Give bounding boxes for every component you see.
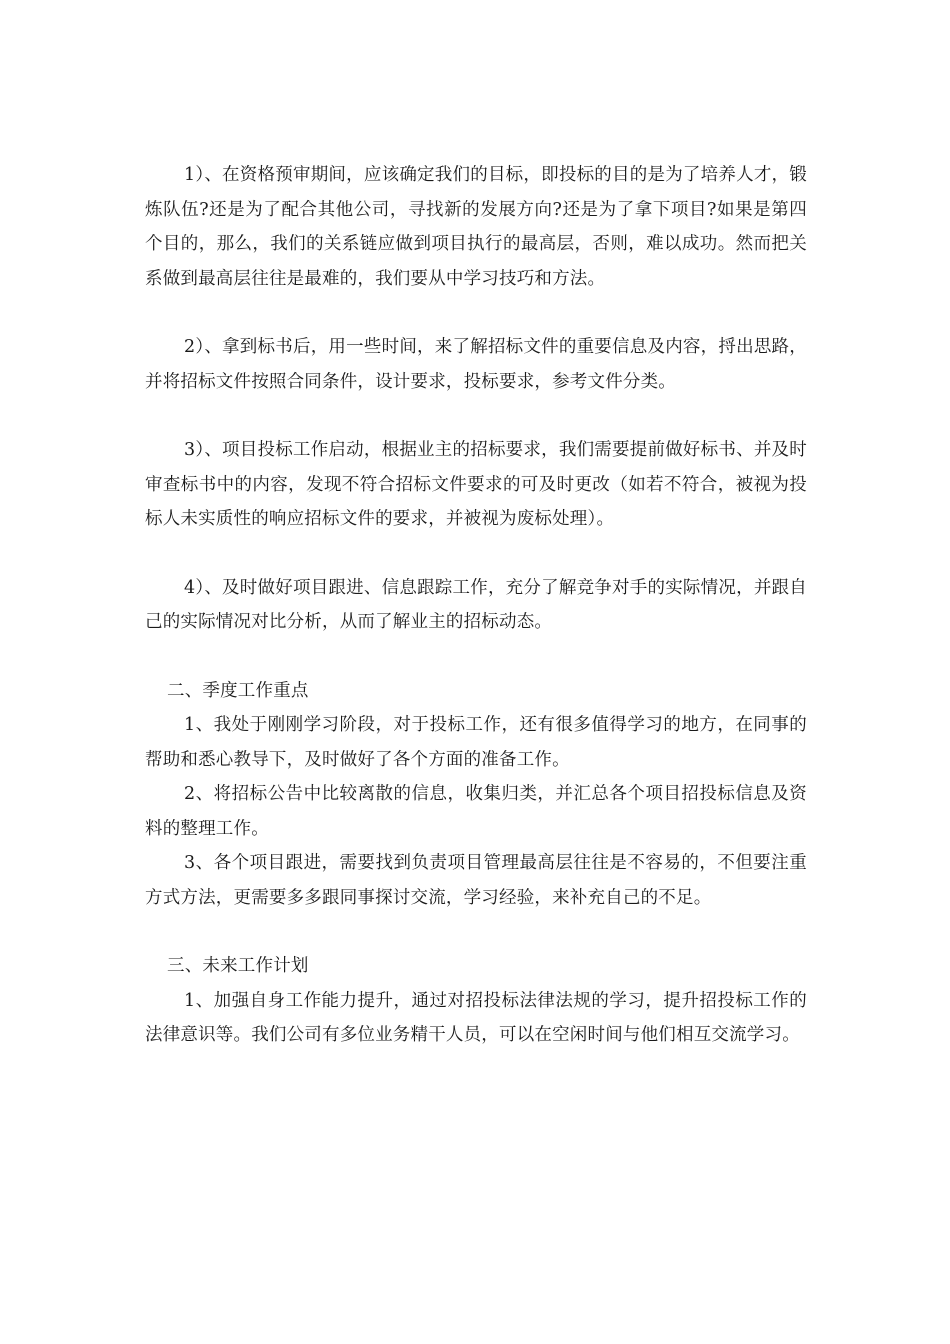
- paragraph-1: 1）、在资格预审期间，应该确定我们的目标，即投标的目的是为了培养人才，锻炼队伍?还是为了配合其他公司，寻找新的发展方向?还是为了拿下项目?如果是第四个目的，那么，我们的关系链应做到项目执行的最高层，否则，难以成功。然而把关系做到最高层往往是最难的，我们要从中学习技巧和方法。: [145, 165, 807, 289]
- section2-item-2: 2、将招标公告中比较离散的信息，收集归类，并汇总各个项目招投标信息及资料的整理工作。: [145, 784, 807, 839]
- section2-item-3: 3、各个项目跟进，需要找到负责项目管理最高层往往是不容易的，不但要注重方式方法，更需要多多跟同事探讨交流，学习经验，来补充自己的不足。: [145, 853, 807, 908]
- document-page: [145, 158, 807, 1053]
- section2-item-1: 1、我处于刚刚学习阶段，对于投标工作，还有很多值得学习的地方，在同事的帮助和悉心教导下，及时做好了各个方面的准备工作。: [145, 715, 807, 770]
- paragraph-4: 4）、及时做好项目跟进、信息跟踪工作，充分了解竞争对手的实际情况，并跟自己的实际情况对比分析，从而了解业主的招标动态。: [145, 577, 807, 632]
- paragraph-2: 2）、拿到标书后，用一些时间，来了解招标文件的重要信息及内容，捋出思路，并将招标文件按照合同条件，设计要求，投标要求，参考文件分类。: [145, 337, 807, 392]
- paragraph-3: 3）、项目投标工作启动，根据业主的招标要求，我们需要提前做好标书、并及时审查标书中的内容，发现不符合招标文件要求的可及时更改（如若不符合，被视为投标人未实质性的响应招标文件的要求，并被视为废标处理）。: [145, 440, 807, 529]
- section-heading-3: 三、未来工作计划: [167, 956, 309, 976]
- section-heading-2: 二、季度工作重点: [167, 680, 309, 701]
- section3-item-1: 1、加强自身工作能力提升，通过对招投标法律法规的学习，提升招投标工作的法律意识等。我们公司有多位业务精干人员，可以在空闲时间与他们相互交流学习。: [145, 990, 807, 1045]
